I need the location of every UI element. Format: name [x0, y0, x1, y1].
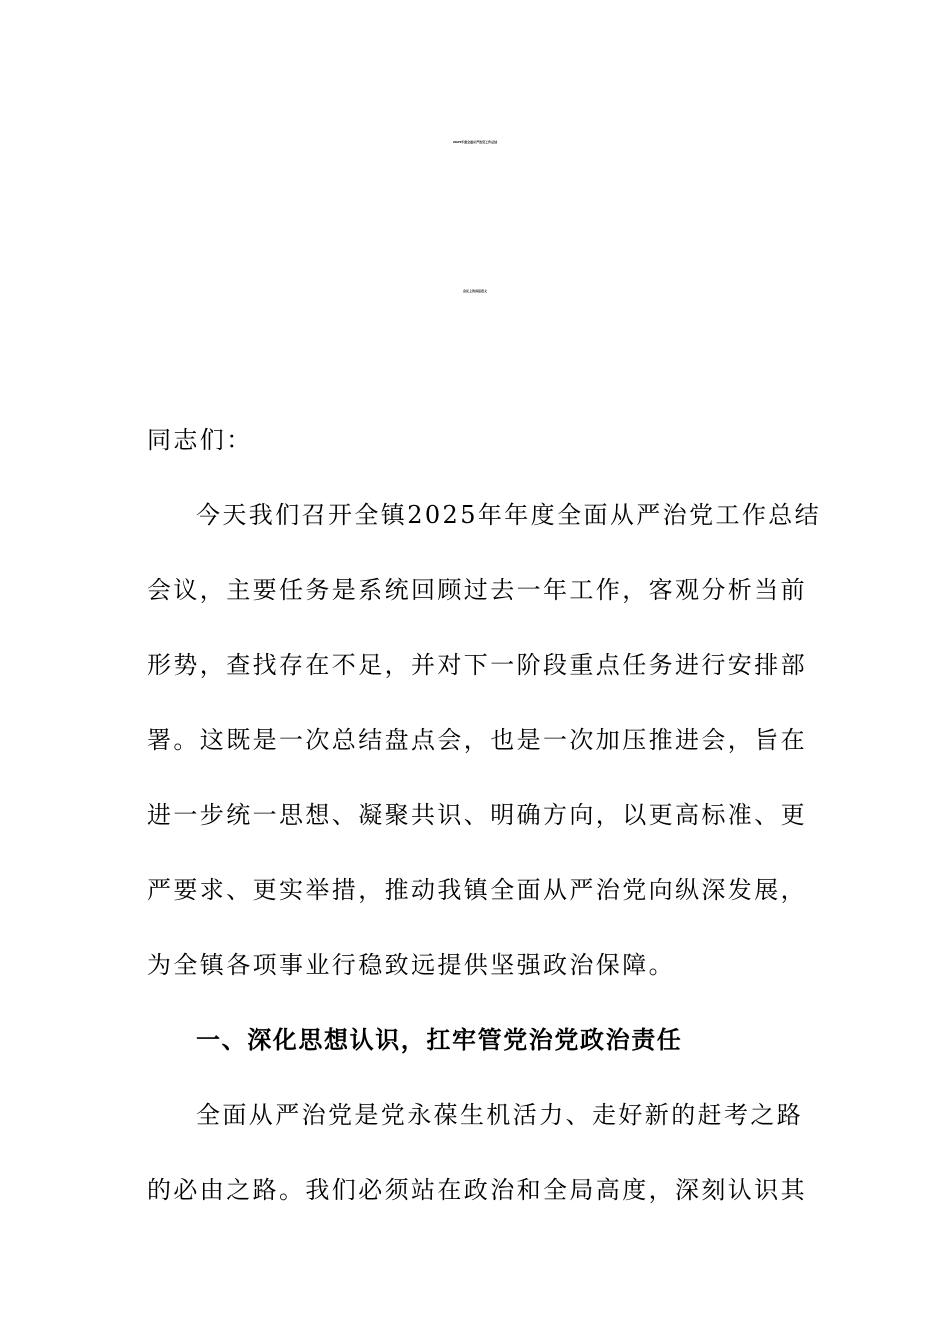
paragraph-1-line-5: 进一步统一思想、凝聚共识、明确方向，以更高标准、更: [147, 801, 807, 829]
paragraph-2-line-1: 全面从严治党是党永葆生机活力、走好新的赶考之路: [196, 1101, 804, 1129]
paragraph-1-line-7: 为全镇各项事业行稳致远提供坚强政治保障。: [147, 951, 675, 979]
paragraph-2-line-2: 的必由之路。我们必须站在政治和全局高度，深刻认识其: [147, 1176, 807, 1204]
paragraph-1-line-1: 今天我们召开全镇2025年年度全面从严治党工作总结: [196, 501, 822, 529]
paragraph-1-line-6: 严要求、更实举措，推动我镇全面从严治党向纵深发展，: [147, 876, 807, 904]
paragraph-1-line-4: 署。这既是一次总结盘点会，也是一次加压推进会，旨在: [147, 726, 807, 754]
document-title-line-2: 会议上的讲话范文: [462, 289, 487, 293]
paragraph-1-line-2: 会议，主要任务是系统回顾过去一年工作，客观分析当前: [147, 576, 807, 604]
section-1-heading: 一、深化思想认识，扛牢管党治党政治责任: [196, 1025, 683, 1054]
paragraph-1-line-3: 形势，查找存在不足，并对下一阶段重点任务进行安排部: [147, 651, 807, 679]
salutation: 同志们：: [147, 426, 253, 454]
document-title-line-1: 2025年度全面从严治党工作总结: [452, 140, 498, 144]
